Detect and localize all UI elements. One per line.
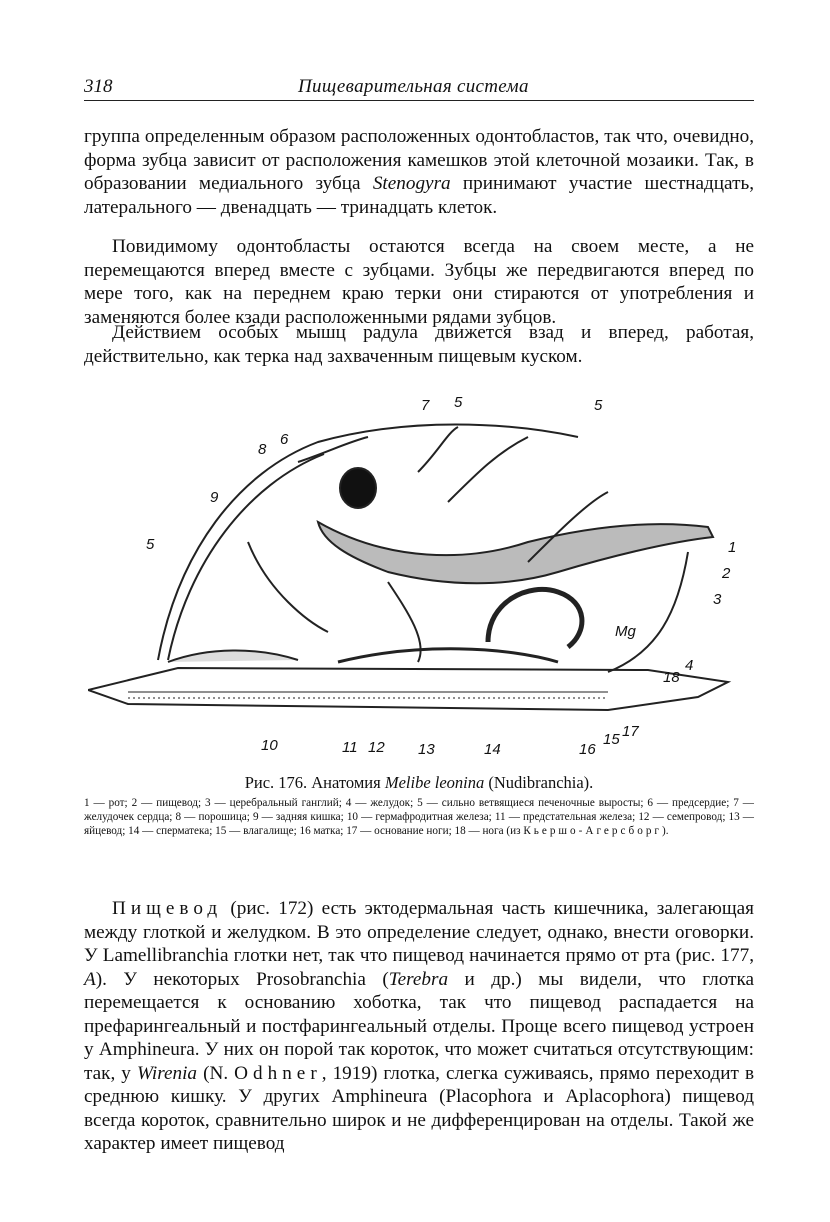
paragraph-3: [84, 321, 754, 368]
foot-outline: [88, 668, 728, 710]
legend-end: ).: [662, 825, 669, 837]
label-11: 11: [342, 739, 358, 756]
label-18: 18: [663, 669, 680, 686]
label-5b: 5: [594, 397, 603, 414]
page-header: [84, 76, 754, 101]
page-number: 318: [84, 76, 113, 97]
coiled-duct: [488, 589, 582, 647]
label-16: 16: [579, 741, 596, 758]
anatomy-figure: [88, 392, 748, 762]
p4-e: , 1919) глотка, слегка суживаясь, прямо переходит в среднюю кишку. У других Amphineura (Placophora и Aplacophora) пищевод всегда короток, сравнительно широк и не дифференцирован на отделы. Такой же характер имеет пищевод: [84, 1062, 754, 1154]
figure-caption: [84, 773, 754, 793]
label-5c: 5: [146, 536, 155, 553]
p3-text: Действием особых мышц радула движется взад и вперед, работая, действительно, как терка над захваченным пищевым куском.: [84, 322, 754, 367]
genus-terebra: Terebra: [388, 968, 449, 990]
label-8: 8: [258, 441, 267, 458]
genus-stenogyra: Stenogyra: [372, 173, 451, 194]
heart-ventricle: [340, 468, 376, 508]
p4-a: (рис. 172) есть эктодермальная часть кишечника, залегающая между глоткой и желудком. В это определение следует, однако, внести оговорки. У Lamellibranchia глотки нет, так что пищевод начинается прямо от рта (рис. 177,: [84, 898, 754, 966]
term-pishchevod: Пищевод: [112, 898, 223, 919]
label-5a: 5: [454, 394, 463, 411]
figure-legend: [84, 796, 754, 838]
legend-author: Кьершо-Агерсборг: [523, 825, 663, 837]
legend-text: 1 — рот; 2 — пищевод; 3 — церебральный ганглий; 4 — желудок; 5 — сильно ветвящиеся печеночные выросты; 6 — предсердие; 7 — желудочек сердца; 8 — порошица; 9 — задняя кишка; 10 — гермафродитная железа; 11 — предстательная железа; 12 — семепровод; 13 — яйцевод; 14 — сперматека; 15 — влагалище; 16 матка; 17 — основание ноги; 18 — нога (из: [84, 797, 754, 837]
caption-prefix: Рис. 176. Анатомия: [244, 773, 385, 792]
caption-suffix: (Nudibranchia).: [484, 773, 594, 792]
label-17: 17: [622, 723, 639, 740]
label-3: 3: [713, 591, 722, 608]
gonad: [168, 650, 298, 662]
p4-d: (N.: [197, 1062, 235, 1084]
label-12: 12: [368, 739, 385, 756]
caption-species: Melibe leonina: [384, 773, 485, 792]
p4-b: ). У некоторых Prosobranchia (: [95, 968, 389, 990]
paragraph-2: [84, 235, 754, 329]
stomach-shape: [318, 522, 713, 583]
label-4: 4: [685, 657, 694, 674]
paragraph-1: [84, 125, 754, 219]
p4-fig-letter: A: [84, 968, 96, 990]
label-14: 14: [484, 741, 501, 758]
paragraph-4: [84, 897, 754, 1156]
label-mg: Mg: [615, 623, 636, 640]
label-15: 15: [603, 731, 620, 748]
label-9: 9: [210, 489, 219, 506]
body-outline: [158, 425, 578, 661]
label-6: 6: [280, 431, 289, 448]
running-title: Пищеварительная система: [298, 76, 529, 97]
label-1: 1: [728, 539, 737, 556]
genus-wirenia: Wirenia: [136, 1062, 198, 1084]
p2-text: Повидимому одонтобласты остаются всегда на своем месте, а не перемещаются вперед вместе с зубцами. Зубцы же передвигаются вперед по мере того, как на переднем краю терки они стираются от употребления и заменяются более кзади расположенными рядами зубцов.: [84, 236, 754, 328]
label-10: 10: [261, 737, 278, 754]
author-odhner: Odhner: [234, 1062, 322, 1084]
p4-c: и др.) мы видели, что глотка перемещается к основанию хоботка, так что пищевод распадается на префарингеальный и постфарингеальный отделы. Проще всего пищевод устроен у Amphineura. У них он порой так короток, что может считаться отсутствующим: так, у: [84, 968, 754, 1084]
label-7: 7: [421, 397, 430, 414]
p1-tail: принимают участие шестнадцать, латерального — двенадцать — тринадцать клеток.: [84, 173, 754, 218]
p1-text: группа определенным образом расположенных одонтобластов, так что, очевидно, форма зубца зависит от расположения камешков этой клеточной мозаики. Так, в образовании медиального зубца: [84, 126, 754, 194]
label-13: 13: [418, 741, 435, 758]
label-2: 2: [722, 565, 731, 582]
